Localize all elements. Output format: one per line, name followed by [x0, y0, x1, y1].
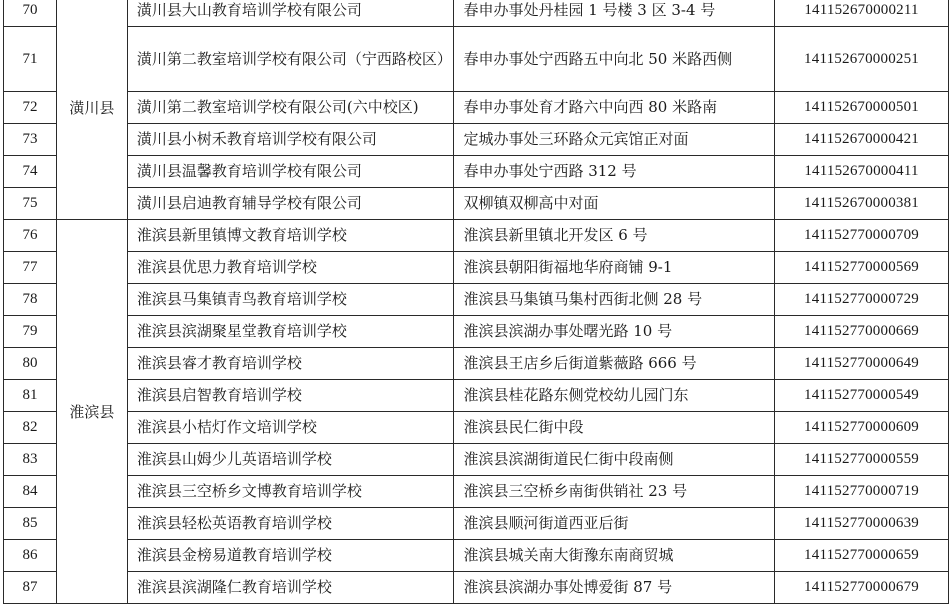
institution-address: 淮滨县城关南大街豫东南商贸城: [454, 540, 775, 572]
institution-name: 潢川县温馨教育培训学校有限公司: [127, 156, 454, 188]
institution-address: 淮滨县朝阳街福地华府商铺 9-1: [454, 252, 775, 284]
institution-address: 淮滨县民仁街中段: [454, 412, 775, 444]
table-row: [4, 316, 949, 348]
institution-name: 淮滨县小桔灯作文培训学校: [127, 412, 454, 444]
institution-address: 春申办事处宁西路五中向北 50 米路西侧: [454, 27, 775, 92]
institution-address: 淮滨县桂花路东侧党校幼儿园门东: [454, 380, 775, 412]
license-code: 141152670000411: [775, 156, 949, 188]
institution-address: 淮滨县王店乡后街道紫薇路 666 号: [454, 348, 775, 380]
table-row: [4, 27, 949, 92]
table-row: [4, 444, 949, 476]
license-code: 141152770000679: [775, 572, 949, 604]
row-number: 87: [4, 572, 57, 604]
table-row: [4, 124, 949, 156]
county-cell: 潢川县: [56, 0, 127, 220]
institution-address: 淮滨县滨湖办事处博爱街 87 号: [454, 572, 775, 604]
row-number: 84: [4, 476, 57, 508]
row-number: 71: [4, 27, 57, 92]
institution-name: 淮滨县马集镇青鸟教育培训学校: [127, 284, 454, 316]
institution-address: 春申办事处育才路六中向西 80 米路南: [454, 92, 775, 124]
row-number: 79: [4, 316, 57, 348]
table-row: [4, 252, 949, 284]
institution-name: 淮滨县睿才教育培训学校: [127, 348, 454, 380]
institution-name: 淮滨县优思力教育培训学校: [127, 252, 454, 284]
institution-address: 春申办事处丹桂园 1 号楼 3 区 3-4 号: [454, 0, 775, 27]
row-number: 85: [4, 508, 57, 540]
institution-name: 潢川县大山教育培训学校有限公司: [127, 0, 454, 27]
table-body: [4, 0, 949, 604]
table-row: [4, 348, 949, 380]
license-code: 141152770000569: [775, 252, 949, 284]
row-number: 82: [4, 412, 57, 444]
institution-name: 潢川第二教室培训学校有限公司(六中校区): [127, 92, 454, 124]
institution-address: 淮滨县马集镇马集村西街北侧 28 号: [454, 284, 775, 316]
table-row: [4, 572, 949, 604]
table-row: [4, 540, 949, 572]
institution-address: 春申办事处宁西路 312 号: [454, 156, 775, 188]
institution-address: 淮滨县顺河街道西亚后街: [454, 508, 775, 540]
table-row: [4, 156, 949, 188]
license-code: 141152670000251: [775, 27, 949, 92]
row-number: 77: [4, 252, 57, 284]
institution-name: 淮滨县滨湖隆仁教育培训学校: [127, 572, 454, 604]
row-number: 80: [4, 348, 57, 380]
institution-name: 淮滨县轻松英语教育培训学校: [127, 508, 454, 540]
license-code: 141152670000501: [775, 92, 949, 124]
license-code: 141152770000609: [775, 412, 949, 444]
row-number: 78: [4, 284, 57, 316]
institution-address: 定城办事处三环路众元宾馆正对面: [454, 124, 775, 156]
table-row: [4, 508, 949, 540]
table-row: [4, 220, 949, 252]
license-code: 141152770000559: [775, 444, 949, 476]
institutions-table: [3, 0, 949, 604]
institution-name: 淮滨县滨湖聚星堂教育培训学校: [127, 316, 454, 348]
row-number: 76: [4, 220, 57, 252]
row-number: 81: [4, 380, 57, 412]
license-code: 141152770000729: [775, 284, 949, 316]
institution-name: 淮滨县启智教育培训学校: [127, 380, 454, 412]
license-code: 141152670000381: [775, 188, 949, 220]
row-number: 72: [4, 92, 57, 124]
institution-address: 淮滨县滨湖街道民仁街中段南侧: [454, 444, 775, 476]
table-row: [4, 188, 949, 220]
institution-name: 淮滨县新里镇博文教育培训学校: [127, 220, 454, 252]
table-row: [4, 412, 949, 444]
institution-name: 潢川县启迪教育辅导学校有限公司: [127, 188, 454, 220]
license-code: 141152670000421: [775, 124, 949, 156]
license-code: 141152770000669: [775, 316, 949, 348]
license-code: 141152770000709: [775, 220, 949, 252]
license-code: 141152670000211: [775, 0, 949, 27]
license-code: 141152770000549: [775, 380, 949, 412]
license-code: 141152770000649: [775, 348, 949, 380]
row-number: 86: [4, 540, 57, 572]
table-row: [4, 380, 949, 412]
row-number: 75: [4, 188, 57, 220]
institution-address: 淮滨县滨湖办事处曙光路 10 号: [454, 316, 775, 348]
row-number: 74: [4, 156, 57, 188]
institution-name: 淮滨县金榜易道教育培训学校: [127, 540, 454, 572]
row-number: 73: [4, 124, 57, 156]
institution-address: 淮滨县三空桥乡南街供销社 23 号: [454, 476, 775, 508]
institution-address: 双柳镇双柳高中对面: [454, 188, 775, 220]
table-row: [4, 284, 949, 316]
table-row: [4, 92, 949, 124]
county-cell: 淮滨县: [56, 220, 127, 604]
institution-name: 潢川县小树禾教育培训学校有限公司: [127, 124, 454, 156]
license-code: 141152770000719: [775, 476, 949, 508]
table-row: [4, 476, 949, 508]
institution-name: 淮滨县山姆少儿英语培训学校: [127, 444, 454, 476]
row-number: 83: [4, 444, 57, 476]
institution-address: 淮滨县新里镇北开发区 6 号: [454, 220, 775, 252]
row-number: 70: [4, 0, 57, 27]
institution-name: 潢川第二教室培训学校有限公司（宁西路校区）: [127, 27, 454, 92]
license-code: 141152770000659: [775, 540, 949, 572]
license-code: 141152770000639: [775, 508, 949, 540]
table-row: [4, 0, 949, 27]
institution-name: 淮滨县三空桥乡文博教育培训学校: [127, 476, 454, 508]
